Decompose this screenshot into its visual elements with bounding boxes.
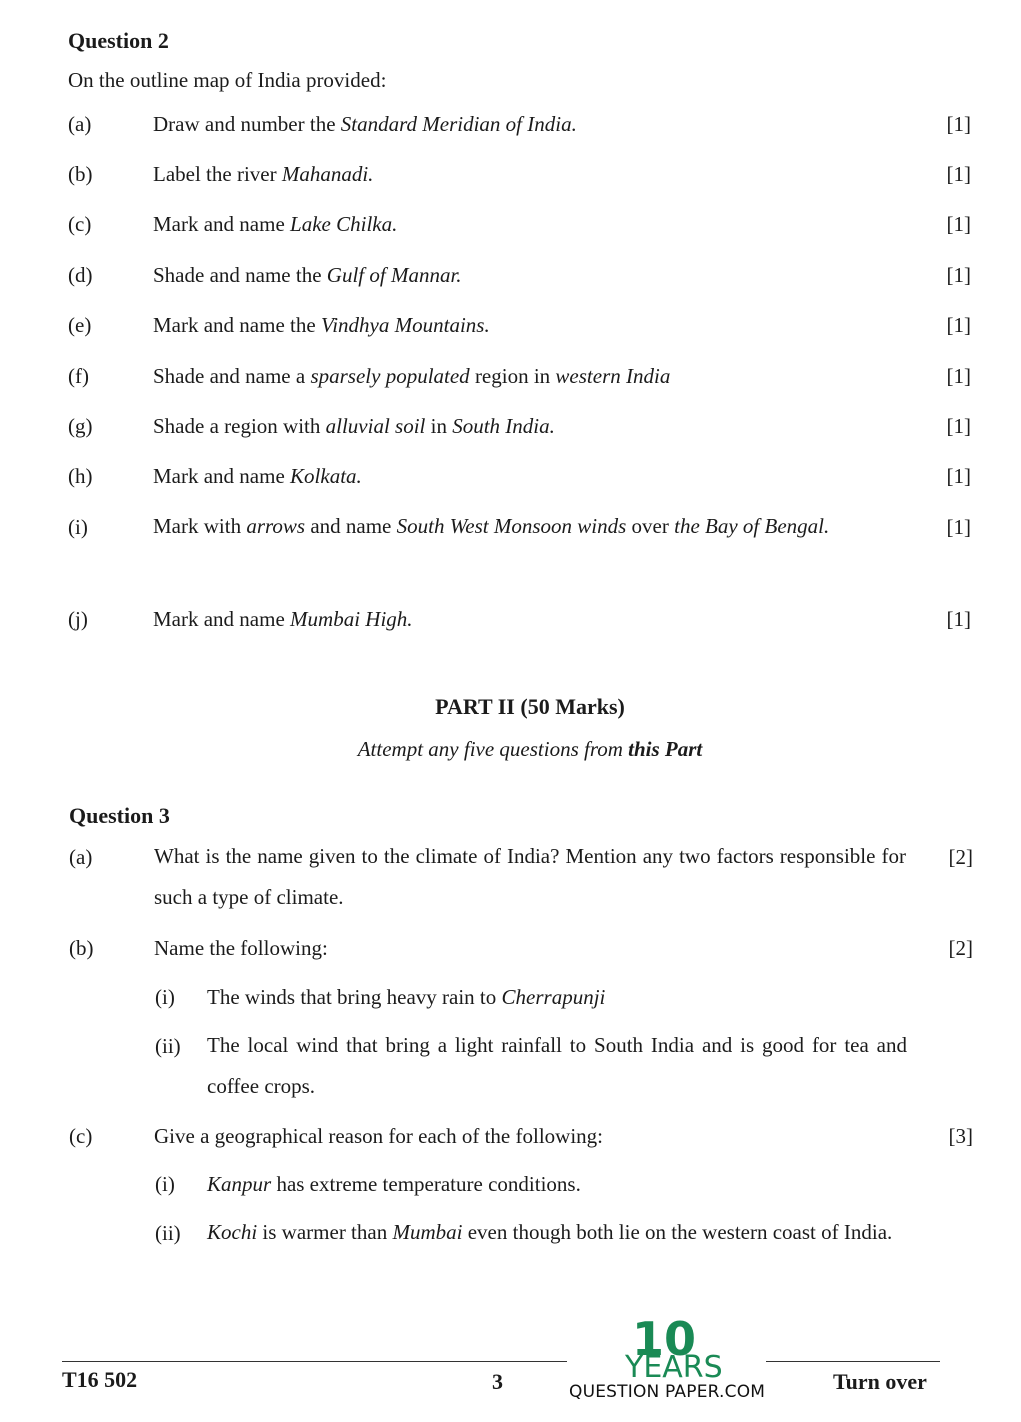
- item-label: (i): [68, 515, 88, 539]
- item-text: Mark and name Lake Chilka.: [153, 212, 398, 236]
- logo-word: YEARS: [625, 1350, 723, 1385]
- item-label: (j): [68, 607, 88, 631]
- footer-rule-right: [766, 1361, 940, 1362]
- item-marks: [3]: [948, 1124, 973, 1148]
- item-text: Label the river Mahanadi.: [153, 162, 374, 186]
- item-label: (d): [68, 263, 93, 287]
- item-marks: [1]: [946, 414, 971, 438]
- turn-over-label: Turn over: [833, 1369, 927, 1394]
- item-marks: [1]: [946, 212, 971, 236]
- item-text: Shade a region with alluvial soil in South India.: [153, 414, 555, 438]
- item-label: (c): [69, 1124, 93, 1148]
- item-label: (b): [68, 162, 93, 186]
- item-marks: [2]: [948, 845, 973, 869]
- logo-number: 10: [632, 1312, 697, 1366]
- item-marks: [1]: [946, 515, 971, 539]
- item-label: (e): [68, 313, 92, 337]
- item-label: (g): [68, 414, 93, 438]
- item-marks: [1]: [946, 162, 971, 186]
- part-2-title: PART II (50 Marks): [435, 694, 625, 719]
- item-label: (b): [69, 936, 94, 960]
- paper-code: T16 502: [62, 1367, 138, 1392]
- item-label: (a): [69, 845, 93, 869]
- question-2-heading: Question 2: [68, 28, 169, 53]
- item-text: Mark and name Mumbai High.: [153, 607, 413, 631]
- item-marks: [2]: [948, 936, 973, 960]
- item-label: (c): [68, 212, 92, 236]
- item-text: Mark with arrows and name South West Monsoon winds over the Bay of Bengal.: [153, 514, 830, 538]
- item-marks: [1]: [946, 313, 971, 337]
- item-text: Mark and name the Vindhya Mountains.: [153, 313, 490, 337]
- item-marks: [1]: [946, 464, 971, 488]
- item-marks: [1]: [946, 607, 971, 631]
- sub-label: (i): [155, 985, 175, 1009]
- item-text: Shade and name the Gulf of Mannar.: [153, 263, 462, 287]
- question-2-stem: On the outline map of India provided:: [68, 68, 387, 92]
- footer-rule-left: [62, 1361, 567, 1362]
- item-marks: [1]: [946, 112, 971, 136]
- sub-text: Kanpur has extreme temperature conditions.: [207, 1172, 581, 1196]
- question-3-heading: Question 3: [69, 803, 170, 828]
- sub-label: (i): [155, 1172, 175, 1196]
- item-label: (h): [68, 464, 93, 488]
- item-text: Mark and name Kolkata.: [153, 464, 362, 488]
- item-text: Draw and number the Standard Meridian of India.: [153, 112, 577, 136]
- sub-text: The local wind that bring a light rainfall to South India and is good for tea and coffee crops.: [207, 1033, 907, 1098]
- item-text: Give a geographical reason for each of the following:: [154, 1124, 603, 1148]
- logo-site: QUESTION PAPER.COM: [569, 1382, 766, 1402]
- item-text: What is the name given to the climate of India? Mention any two factors responsible for such a type of climate.: [154, 844, 906, 909]
- page-number: 3: [492, 1369, 503, 1394]
- sub-label: (ii): [155, 1221, 181, 1245]
- item-marks: [1]: [946, 263, 971, 287]
- item-marks: [1]: [946, 364, 971, 388]
- item-text: Shade and name a sparsely populated region in western India: [153, 364, 671, 388]
- item-text: Name the following:: [154, 936, 328, 960]
- item-label: (f): [68, 364, 89, 388]
- sub-text: The winds that bring heavy rain to Cherrapunji: [207, 985, 606, 1009]
- sub-label: (ii): [155, 1034, 181, 1058]
- part-2-instruction: Attempt any five questions from this Part: [357, 737, 703, 761]
- sub-text: Kochi is warmer than Mumbai even though both lie on the western coast of India.: [207, 1220, 893, 1244]
- item-label: (a): [68, 112, 92, 136]
